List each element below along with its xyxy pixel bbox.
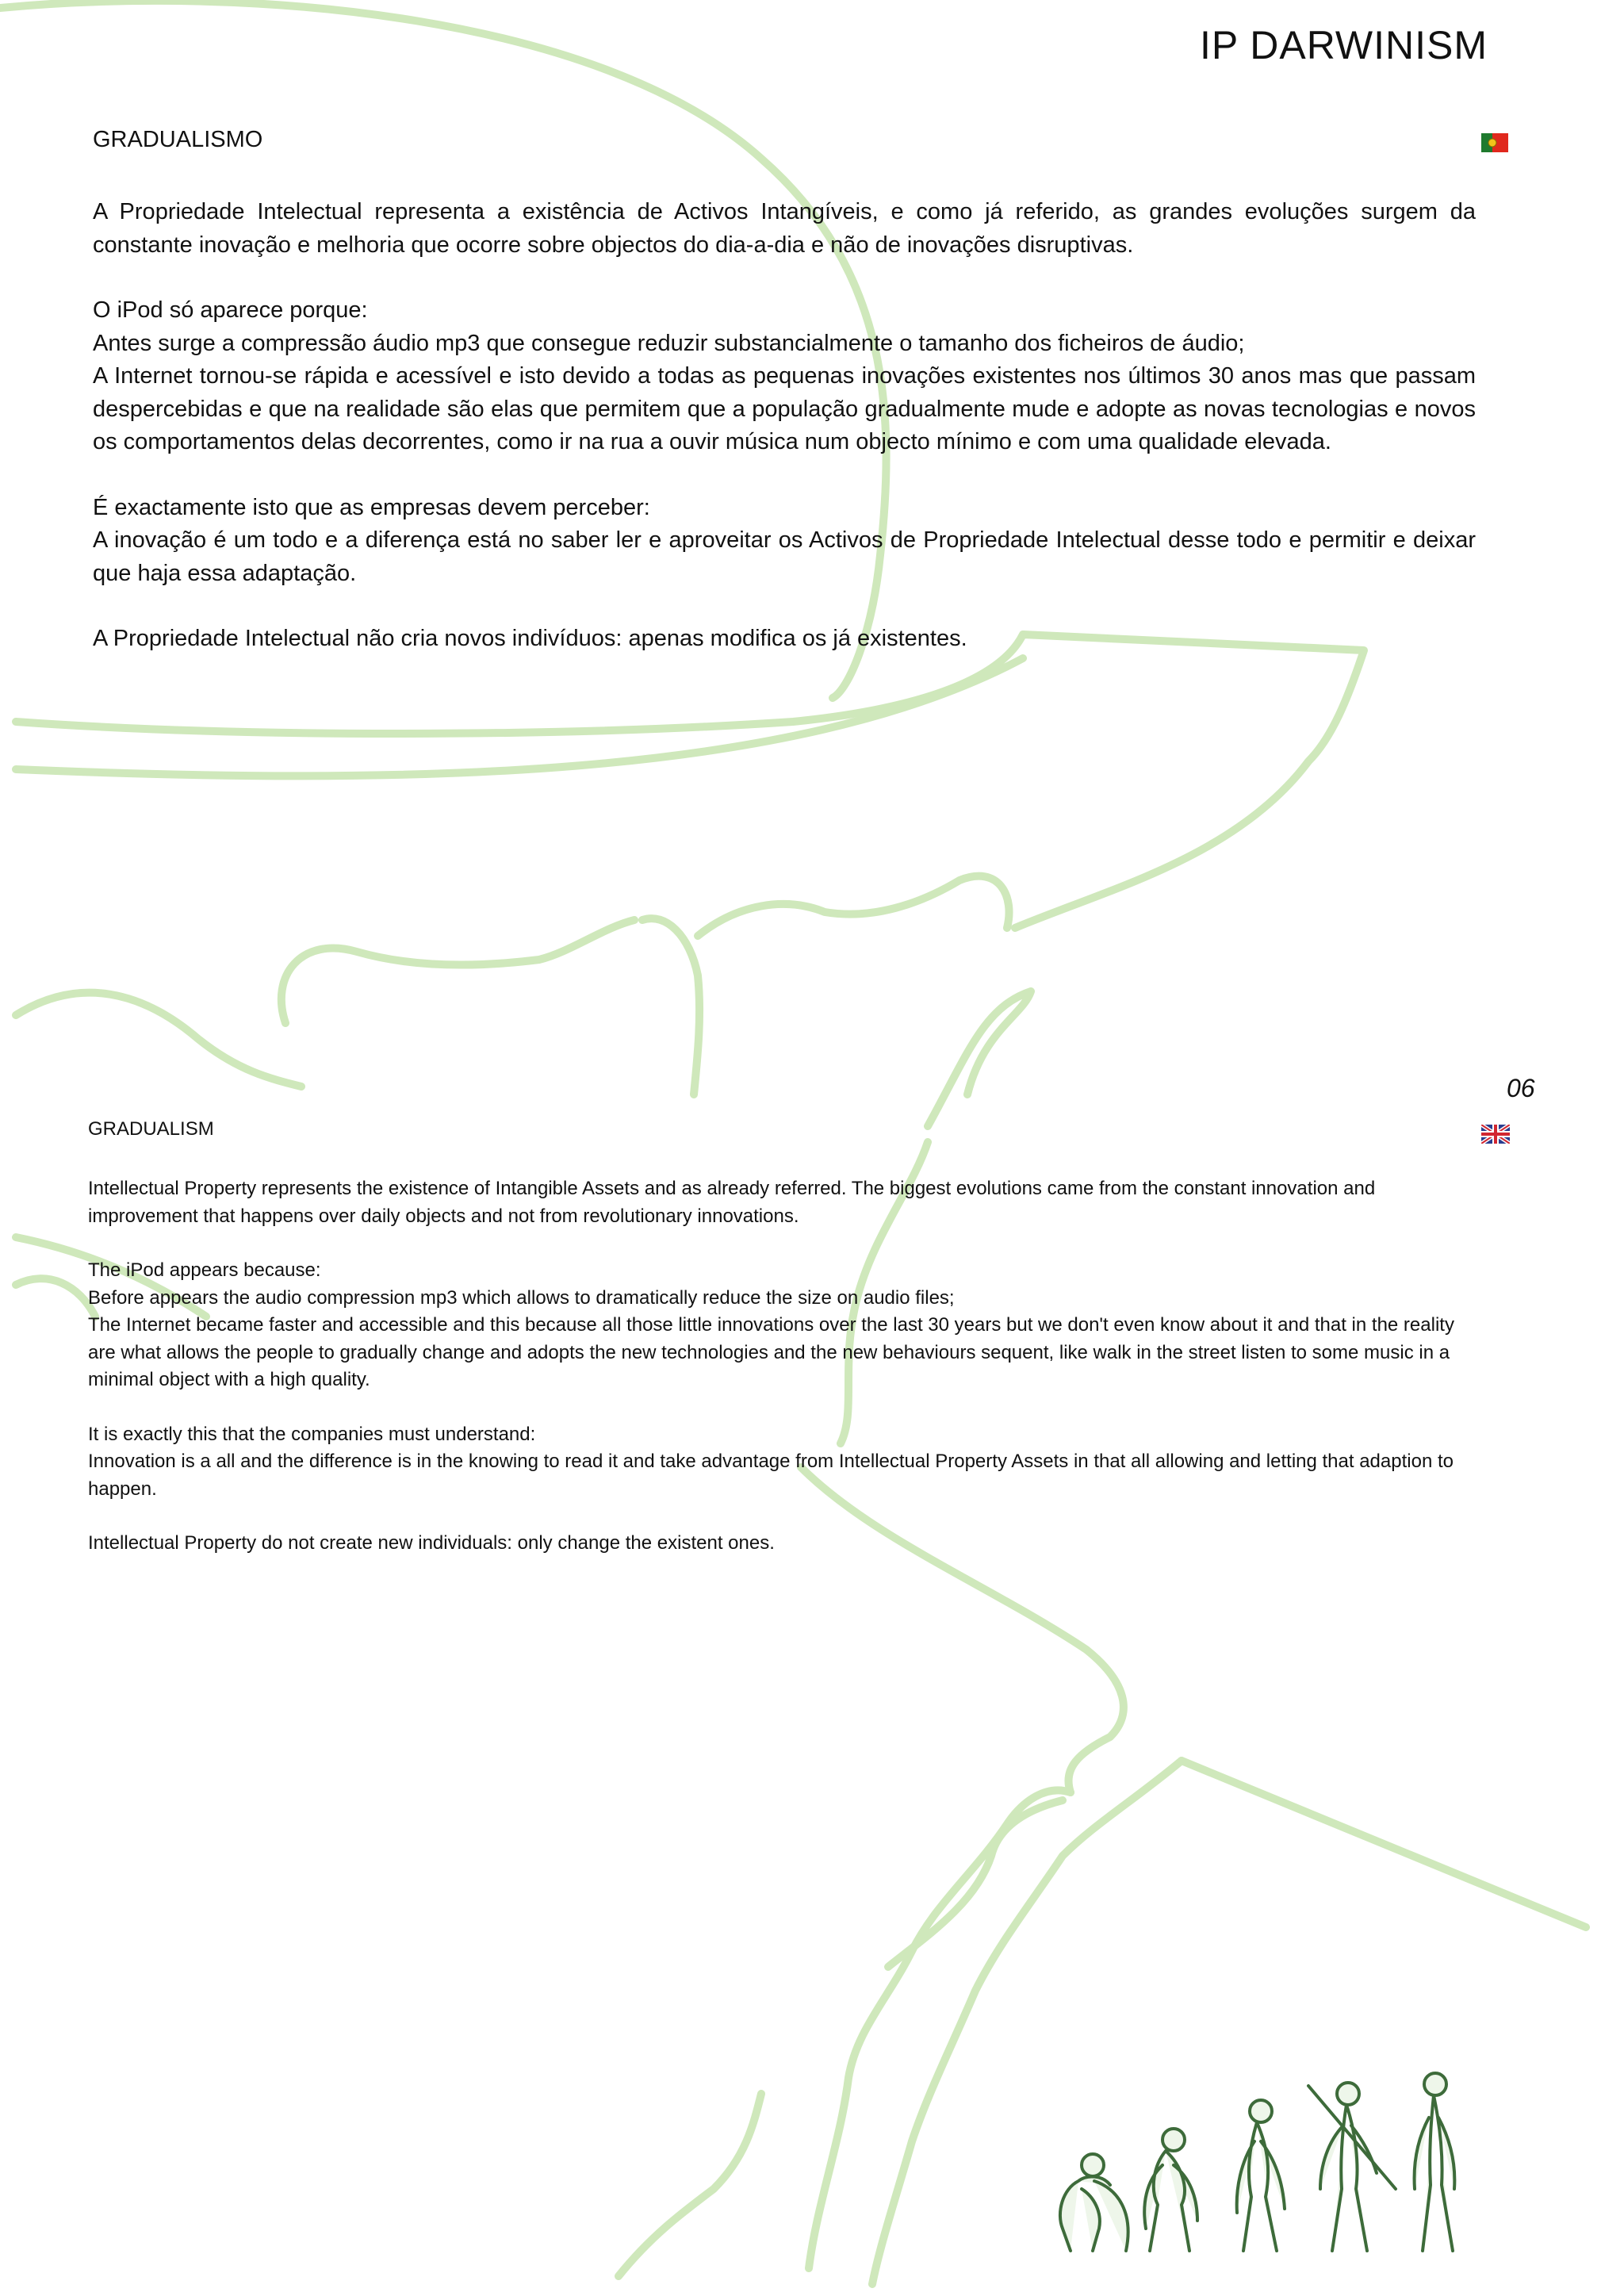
paragraph-pt: A Propriedade Intelectual não cria novos indivíduos: apenas modifica os já existentes. (93, 626, 967, 651)
paragraph-pt: A inovação é um todo e a diferença está no saber ler e aproveitar os Activos de Propriedade Intelectual desse todo e permitir e deixar que haja essa adaptação. (93, 527, 1476, 586)
paragraph-en: It is exactly this that the companies must understand: (88, 1423, 536, 1445)
paragraph-pt: O iPod só aparece porque: (93, 297, 368, 323)
early-hominid-figure-icon (1144, 2129, 1197, 2251)
paragraph-gap (93, 590, 1476, 623)
paragraph-pt: Antes surge a compressão áudio mp3 que consegue reduzir substancialmente o tamanho dos ficheiros de áudio; (93, 330, 1245, 356)
paragraph-en: The Internet became faster and accessible and this because all those little innovations over the last 30 years but we don't even know about it and that in the reality are what allows the people to gradually change and adopts the new technologies and the new behaviours sequent, like walk in the street listen to some music in a minimal object with a high quality. (88, 1314, 1454, 1390)
paragraph-en: The iPod appears because: (88, 1259, 321, 1281)
paragraph-gap (88, 1394, 1484, 1421)
caveman-with-spear-figure-icon (1308, 2083, 1396, 2251)
paragraph-pt: A Internet tornou-se rápida e acessível e isto devido a todas as pequenas inovações existentes nos últimos 30 anos mas que passam despercebidas e que na realidade são elas que permitem que a população gradualmente mude e adopte as novas tecnologias e novos os comportamentos delas decorrentes, como ir na rua a ouvir música num objecto mínimo e com uma qualidade elevada. (93, 363, 1476, 454)
paragraph-gap (93, 459, 1476, 492)
uk-flag-icon (1481, 1125, 1510, 1144)
paragraph-en: Before appears the audio compression mp3 which allows to dramatically reduce the size on audio files; (88, 1286, 955, 1309)
page-number: 06 (1507, 1074, 1535, 1102)
paragraph-pt: É exactamente isto que as empresas devem perceber: (93, 494, 650, 520)
paragraph-gap (88, 1230, 1484, 1257)
paragraph-en: Intellectual Property represents the existence of Intangible Assets and as already referred. The biggest evolutions came from the constant innovation and improvement that happens over daily objects and not from revolutionary innovations. (88, 1178, 1376, 1227)
paragraph-en: Innovation is a all and the difference is in the knowing to read it and take advantage from Intellectual Property Assets in that all allowing and letting that adaption to happen. (88, 1451, 1454, 1500)
paragraph-pt: A Propriedade Intelectual representa a existência de Activos Intangíveis, e como já referido, as grandes evoluções surgem da constante inovação e melhoria que ocorre sobre objectos do dia-a-dia e não de inovações disruptivas. (93, 199, 1476, 258)
paragraph-gap (93, 262, 1476, 294)
ape-figure-icon (1060, 2154, 1128, 2251)
page-title: IP DARWINISM (1200, 23, 1488, 67)
section-heading-pt: GRADUALISMO (93, 127, 263, 152)
paragraph-gap (88, 1503, 1484, 1530)
paragraph-en: Intellectual Property do not create new individuals: only change the existent ones. (88, 1532, 775, 1554)
homo-erectus-figure-icon (1237, 2100, 1285, 2251)
portuguese-section (93, 127, 1476, 656)
portugal-flag-icon (1481, 133, 1508, 152)
section-heading-en: GRADUALISM (88, 1118, 214, 1140)
modern-human-figure-icon (1415, 2073, 1455, 2251)
evolution-of-man-icon (1047, 2070, 1491, 2260)
english-section (88, 1118, 1484, 1558)
